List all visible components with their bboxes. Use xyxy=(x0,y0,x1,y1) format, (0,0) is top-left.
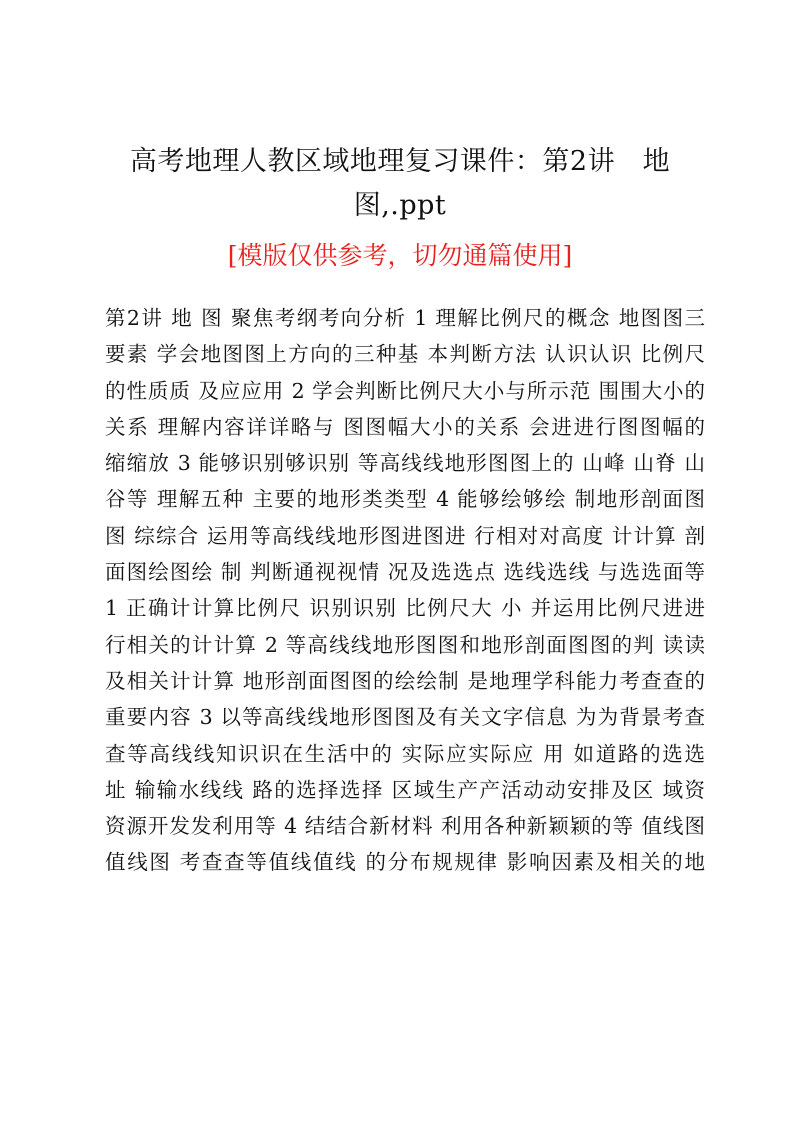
document-title xyxy=(100,140,700,228)
body-line: 面图绘图绘 制 判断通视视情 况及选选点 选线选线 与选选面等 xyxy=(105,560,705,585)
body-paragraph xyxy=(105,300,705,881)
body-line: 址 输输水线线 路的选择选择 区域生产产活动动安排及区 域资 xyxy=(105,777,705,802)
body-line: 资源开发发利用等 4 结结合新材料 利用各种新颖颖的等 值线图 xyxy=(105,814,705,839)
body-line: 要素 学会地图图上方向的三种基 本判断方法 认识认识 比例尺 xyxy=(105,342,705,367)
body-line: 的性质质 及应应用 2 学会判断比例尺大小与所示范 围围大小的 xyxy=(105,378,705,403)
body-line: 第2讲 地 图 聚焦考纲考向分析 1 理解比例尺的概念 地图图三 xyxy=(105,306,705,330)
body-line: 重要内容 3 以等高线线地形图图及有关文字信息 为为背景考查 xyxy=(105,705,705,730)
body-line: 及相关计计算 地形剖面图图的绘绘制 是地理学科能力考查查的 xyxy=(105,668,705,693)
body-line: 缩缩放 3 能够识别够识别 等高线线地形图图上的 山峰 山脊 山 xyxy=(105,451,705,476)
title-line-2: 图,.ppt xyxy=(353,190,447,221)
body-line: 1 正确计计算比例尺 识别识别 比例尺大 小 并运用比例尺进进 xyxy=(105,596,705,621)
body-line: 值线图 考查查等值线值线 的分布规规律 影响因素及相关的地 xyxy=(105,850,705,875)
body-line: 图 综综合 运用等高线线地形图进图进 行相对对高度 计计算 剖 xyxy=(105,523,705,548)
template-notice: [模版仅供参考，切勿通篇使用] xyxy=(227,241,573,270)
body-line: 关系 理解内容详详略与 图图幅大小的关系 会进进行图图幅的 xyxy=(105,414,705,439)
body-line: 谷等 理解五种 主要的地形类类型 4 能够绘够绘 制地形剖面图 xyxy=(105,487,705,512)
body-line: 行相关的计计算 2 等高线线地形图图和地形剖面图图的判 读读 xyxy=(105,632,705,657)
body-line: 查等高线线知识识在生活中的 实际应实际应 用 如道路的选选 xyxy=(105,741,705,766)
title-line-1: 高考地理人教区域地理复习课件：第2讲 地 xyxy=(129,146,671,177)
